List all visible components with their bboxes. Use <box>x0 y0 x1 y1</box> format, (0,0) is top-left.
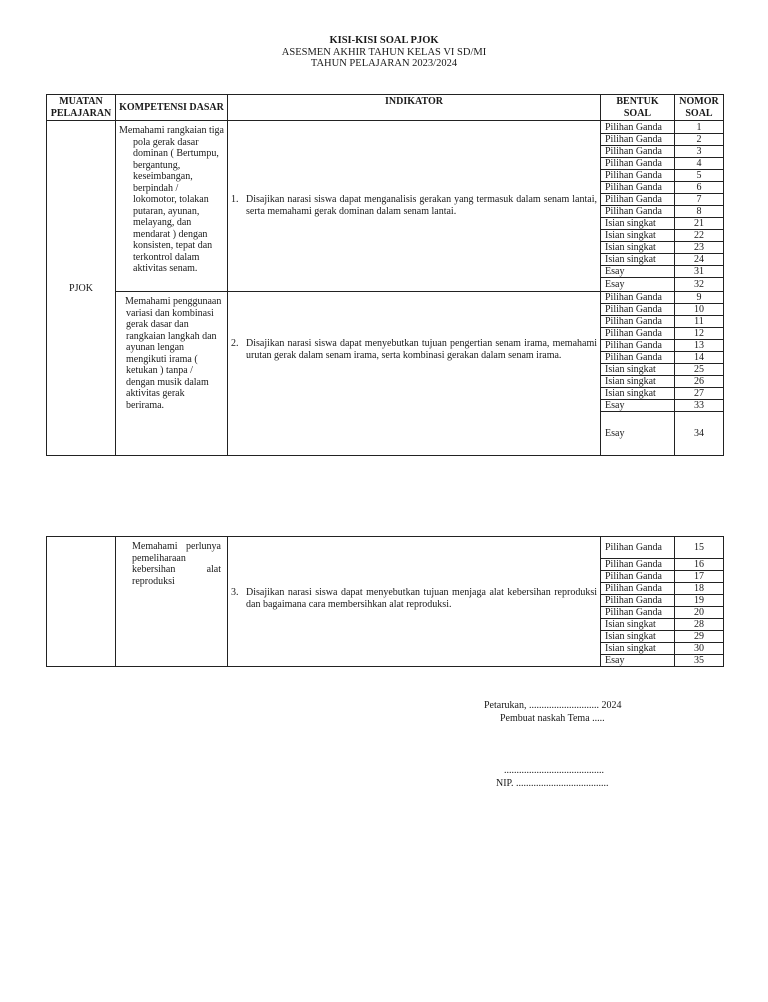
bentuk-soal-cell: Pilihan Ganda <box>601 583 675 595</box>
signature-name-line: ........................................ <box>504 765 604 776</box>
bentuk-soal-cell: Isian singkat <box>601 364 675 376</box>
document-subtitle: ASESMEN AKHIR TAHUN KELAS VI SD/MI <box>281 46 487 58</box>
bentuk-soal-cell: Pilihan Ganda <box>601 121 675 134</box>
indikator-description: Disajikan narasi siswa dapat menyebutkan tujuan pengertian senam irama, memahami urutan gerak dalam senam irama, serta kombinasi gerakan dalam senam irama. <box>246 338 597 361</box>
bentuk-soal-cell: Isian singkat <box>601 254 675 266</box>
nomor-soal-cell: 31 <box>675 266 724 278</box>
nomor-soal-cell: 9 <box>675 292 724 304</box>
bentuk-soal-cell: Pilihan Ganda <box>601 352 675 364</box>
nomor-soal-cell: 19 <box>675 595 724 607</box>
indikator-number: 1. <box>231 194 239 205</box>
nomor-soal-cell: 29 <box>675 631 724 643</box>
bentuk-soal-cell: Isian singkat <box>601 631 675 643</box>
nomor-soal-cell: 3 <box>675 146 724 158</box>
nomor-soal-cell: 1 <box>675 121 724 134</box>
bentuk-soal-cell: Esay <box>601 278 675 292</box>
bentuk-soal-cell: Pilihan Ganda <box>601 182 675 194</box>
indikator-number: 2. <box>231 338 239 349</box>
signature-place-date: Petarukan, ............................ 2024 <box>484 700 622 711</box>
bentuk-soal-cell: Esay <box>601 400 675 412</box>
nomor-soal-cell: 26 <box>675 376 724 388</box>
indikator-number: 3. <box>231 587 239 598</box>
table-row <box>47 537 724 559</box>
table-row <box>47 292 724 304</box>
kisi-kisi-table-continued <box>46 536 724 667</box>
kompetensi-dasar-cell: Memahami rangkaian tiga pola gerak dasar dominan ( Bertumpu, bergantung, keseimbangan, berpindah / lokomotor, tolakan putaran, ayunan, melayang, dan mendarat ) dengan konsisten, tepat dan terkontrol dalam aktivitas senam. <box>116 121 228 292</box>
kisi-kisi-table <box>46 94 724 456</box>
bentuk-soal-cell: Pilihan Ganda <box>601 134 675 146</box>
indikator-description: Disajikan narasi siswa dapat menganalisis gerakan yang termasuk dalam senam lantai, serta memahami gerak dominan dalam senam lantai. <box>246 194 597 217</box>
indikator-cell <box>228 121 601 292</box>
bentuk-soal-cell: Pilihan Ganda <box>601 328 675 340</box>
signature-nip: NIP. ..................................... <box>496 778 609 789</box>
bentuk-soal-cell: Pilihan Ganda <box>601 571 675 583</box>
indikator-text <box>231 587 597 610</box>
bentuk-soal-cell: Isian singkat <box>601 619 675 631</box>
document-title: KISI-KISI SOAL PJOK <box>329 35 439 46</box>
bentuk-soal-cell: Pilihan Ganda <box>601 595 675 607</box>
col-indikator: INDIKATOR <box>228 95 601 121</box>
document-header <box>0 35 768 70</box>
bentuk-soal-cell: Isian singkat <box>601 376 675 388</box>
col-nomor-soal: NOMOR SOAL <box>675 95 724 121</box>
nomor-soal-cell: 16 <box>675 559 724 571</box>
bentuk-soal-cell: Pilihan Ganda <box>601 559 675 571</box>
bentuk-soal-cell: Pilihan Ganda <box>601 206 675 218</box>
bentuk-soal-cell: Pilihan Ganda <box>601 316 675 328</box>
bentuk-soal-cell: Esay <box>601 266 675 278</box>
indikator-text <box>231 338 597 361</box>
bentuk-soal-cell: Isian singkat <box>601 643 675 655</box>
nomor-soal-cell: 6 <box>675 182 724 194</box>
indikator-cell <box>228 537 601 667</box>
bentuk-soal-cell: Pilihan Ganda <box>601 170 675 182</box>
nomor-soal-cell: 30 <box>675 643 724 655</box>
nomor-soal-cell: 34 <box>675 412 724 456</box>
nomor-soal-cell: 28 <box>675 619 724 631</box>
nomor-soal-cell: 17 <box>675 571 724 583</box>
bentuk-soal-cell: Isian singkat <box>601 242 675 254</box>
nomor-soal-cell: 21 <box>675 218 724 230</box>
bentuk-soal-cell: Esay <box>601 412 675 456</box>
bentuk-soal-cell: Pilihan Ganda <box>601 146 675 158</box>
nomor-soal-cell: 25 <box>675 364 724 376</box>
academic-year: TAHUN PELAJARAN 2023/2024 <box>310 58 458 69</box>
nomor-soal-cell: 33 <box>675 400 724 412</box>
nomor-soal-cell: 13 <box>675 340 724 352</box>
nomor-soal-cell: 5 <box>675 170 724 182</box>
bentuk-soal-cell: Isian singkat <box>601 230 675 242</box>
bentuk-soal-cell: Pilihan Ganda <box>601 607 675 619</box>
bentuk-soal-cell: Pilihan Ganda <box>601 340 675 352</box>
bentuk-soal-cell: Pilihan Ganda <box>601 158 675 170</box>
table-row <box>47 121 724 134</box>
nomor-soal-cell: 27 <box>675 388 724 400</box>
bentuk-soal-cell: Pilihan Ganda <box>601 304 675 316</box>
nomor-soal-cell: 15 <box>675 537 724 559</box>
subject-cell <box>47 537 116 667</box>
nomor-soal-cell: 20 <box>675 607 724 619</box>
bentuk-soal-cell: Pilihan Ganda <box>601 292 675 304</box>
nomor-soal-cell: 11 <box>675 316 724 328</box>
kompetensi-dasar-cell: Memahami perlunya pemeliharaan kebersihan alat reproduksi <box>116 537 228 667</box>
subject-cell: PJOK <box>47 121 116 456</box>
indikator-description: Disajikan narasi siswa dapat menyebutkan tujuan menjaga alat kebersihan reproduksi dan bagaimana cara membersihkan alat reproduksi. <box>246 587 597 610</box>
nomor-soal-cell: 4 <box>675 158 724 170</box>
nomor-soal-cell: 12 <box>675 328 724 340</box>
nomor-soal-cell: 32 <box>675 278 724 292</box>
nomor-soal-cell: 24 <box>675 254 724 266</box>
nomor-soal-cell: 7 <box>675 194 724 206</box>
bentuk-soal-cell: Isian singkat <box>601 218 675 230</box>
nomor-soal-cell: 23 <box>675 242 724 254</box>
kompetensi-dasar-cell: Memahami penggunaan variasi dan kombinasi gerak dasar dan rangkaian langkah dan ayunan lengan mengikuti irama ( ketukan ) tanpa / dengan musik dalam aktivitas gerak berirama. <box>116 292 228 456</box>
bentuk-soal-cell: Isian singkat <box>601 388 675 400</box>
bentuk-soal-cell: Pilihan Ganda <box>601 194 675 206</box>
bentuk-soal-cell: Esay <box>601 655 675 667</box>
col-kompetensi-dasar: KOMPETENSI DASAR <box>116 95 228 121</box>
nomor-soal-cell: 35 <box>675 655 724 667</box>
nomor-soal-cell: 14 <box>675 352 724 364</box>
bentuk-soal-cell: Pilihan Ganda <box>601 537 675 559</box>
indikator-text <box>231 194 597 217</box>
col-muatan-pelajaran: MUATAN PELAJARAN <box>47 95 116 121</box>
nomor-soal-cell: 10 <box>675 304 724 316</box>
nomor-soal-cell: 8 <box>675 206 724 218</box>
nomor-soal-cell: 18 <box>675 583 724 595</box>
indikator-cell <box>228 292 601 456</box>
nomor-soal-cell: 22 <box>675 230 724 242</box>
signature-role: Pembuat naskah Tema ..... <box>500 713 605 724</box>
col-bentuk-soal: BENTUK SOAL <box>601 95 675 121</box>
nomor-soal-cell: 2 <box>675 134 724 146</box>
